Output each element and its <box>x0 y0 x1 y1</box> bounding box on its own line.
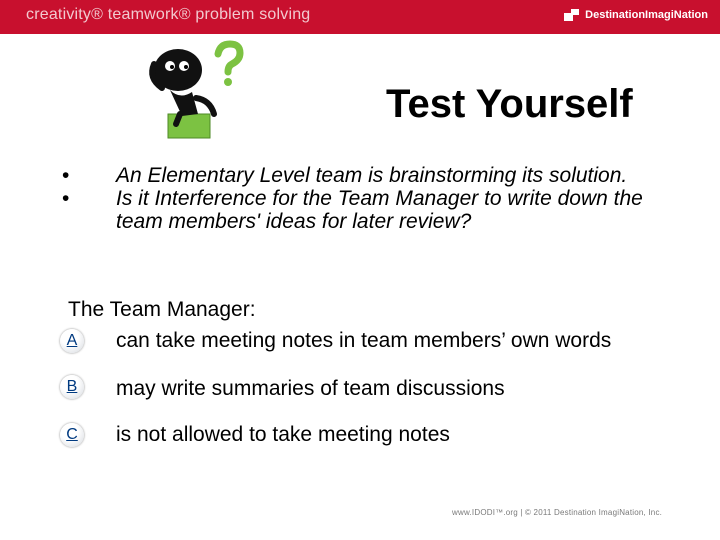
option-b-button[interactable]: B <box>60 375 84 399</box>
bullet-list <box>62 164 662 233</box>
tagline: creativity® teamwork® problem solving <box>26 6 311 23</box>
option-b-text: may write summaries of team discussions <box>116 377 505 400</box>
option-c-text: is not allowed to take meeting notes <box>116 423 450 446</box>
bullet-item <box>62 187 662 233</box>
brand <box>563 8 708 22</box>
bullet-item <box>62 164 662 187</box>
brand-name: DestinationImagiNation <box>585 9 708 21</box>
answer-option-c[interactable] <box>60 423 660 449</box>
brand-logo-icon <box>563 8 581 22</box>
footer-copyright: www.IDODI™.org | © 2011 Destination ImagiNation, Inc. <box>452 508 663 517</box>
option-a-text: can take meeting notes in team members’ own words <box>116 329 612 352</box>
bullet-text: Is it Interference for the Team Manager to write down the team members' ideas for later review? <box>116 187 643 233</box>
bullet-marker: • <box>62 187 70 210</box>
bullet-text: An Elementary Level team is brainstorming its solution. <box>116 164 628 187</box>
answer-option-a[interactable] <box>60 329 660 379</box>
question-lead: The Team Manager: <box>68 298 256 321</box>
bullet-marker: • <box>62 164 70 187</box>
option-c-button[interactable]: C <box>60 423 84 447</box>
answer-option-b[interactable] <box>60 375 660 401</box>
slide-title: Test Yourself <box>386 82 633 126</box>
option-a-button[interactable]: A <box>60 329 84 353</box>
question-mark-icon <box>218 44 240 86</box>
header-banner <box>0 0 720 34</box>
thinking-figure-icon <box>140 40 250 140</box>
